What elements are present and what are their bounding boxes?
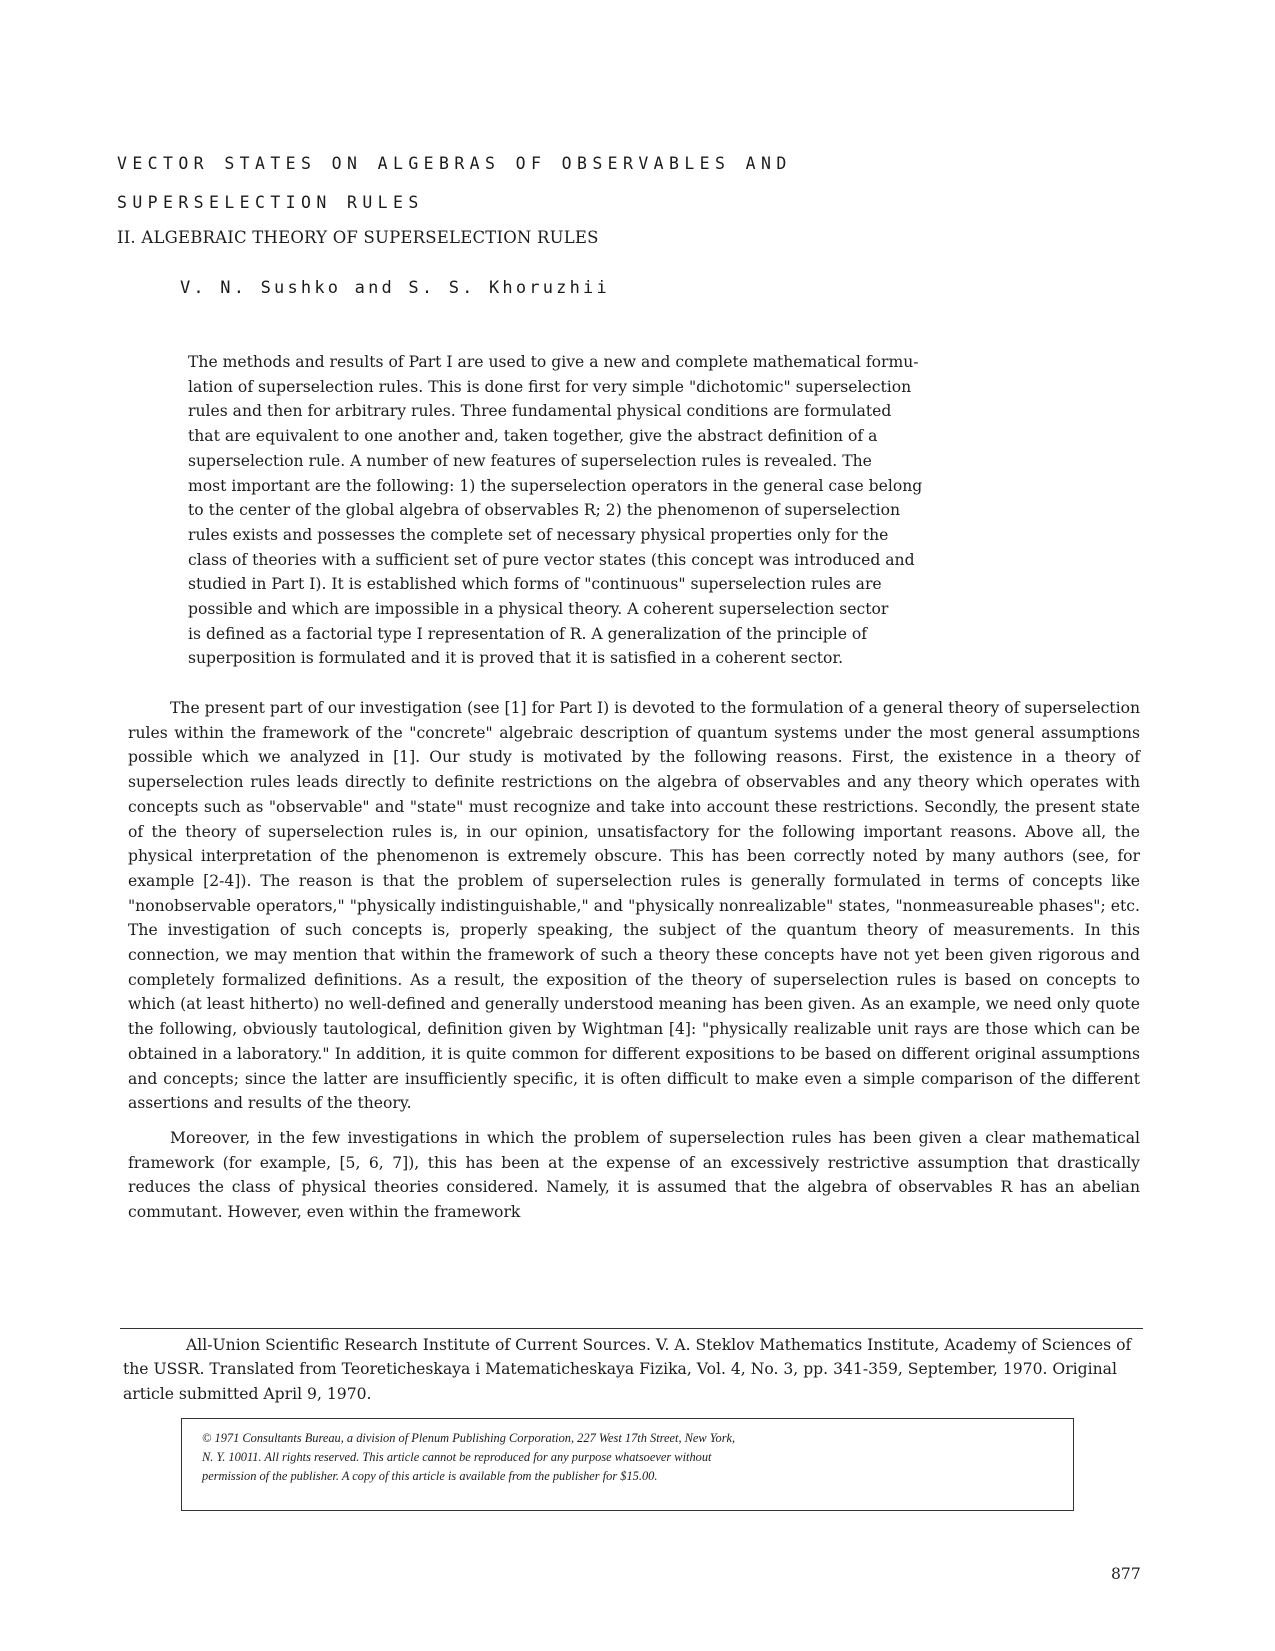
copyright-box — [181, 1418, 1074, 1511]
abstract-line: lation of superselection rules. This is done first for very simple "dichotomic" superselection — [188, 377, 912, 396]
article-authors: V. N. Sushko and S. S. Khoruzhii — [180, 278, 610, 298]
article-title-line-1: VECTOR STATES ON ALGEBRAS OF OBSERVABLES AND — [117, 154, 792, 173]
abstract-line: is defined as a factorial type I representation of R. A generalization of the principle of — [188, 624, 868, 643]
body-paragraph-2: Moreover, in the few investigations in which the problem of superselection rules has been given a clear mathematical framework (for example, [5, 6, 7]), this has been at the expense of an excessively restrictive assumption that drastically reduces the class of physical theories considered. Namely, it is assumed that the algebra of observables R has an abelian commutant. However, even within the framework — [128, 1128, 1140, 1222]
abstract-line: that are equivalent to one another and, taken together, give the abstract definition of a — [188, 427, 878, 446]
abstract-line: possible and which are impossible in a physical theory. A coherent superselection sector — [188, 600, 889, 619]
abstract-line: class of theories with a sufficient set of pure vector states (this concept was introduced and — [188, 550, 915, 569]
abstract — [188, 350, 1058, 671]
copyright-line: permission of the publisher. A copy of this article is available from the publisher for $15.00. — [202, 1469, 658, 1483]
abstract-line: most important are the following: 1) the superselection operators in the general case belong — [188, 476, 923, 495]
abstract-line: rules and then for arbitrary rules. Three fundamental physical conditions are formulated — [188, 402, 892, 421]
article-title-line-2: SUPERSELECTION RULES — [117, 193, 424, 212]
copyright-line: © 1971 Consultants Bureau, a division of Plenum Publishing Corporation, 227 West 17th Street, New York, — [202, 1431, 736, 1445]
abstract-line: studied in Part I). It is established which forms of "continuous" superselection rules are — [188, 575, 882, 594]
affiliation-text: All-Union Scientific Research Institute of Current Sources. V. A. Steklov Mathematics Institute, Academy of Sciences of the USSR. Translated from Teoreticheskaya i Matematicheskaya Fizika, Vol. 4, No. 3, pp. 341-359, September, 1970. Original article submitted April 9, 1970. — [123, 1336, 1132, 1403]
body-paragraph-1: The present part of our investigation (see [1] for Part I) is devoted to the formulation of a general theory of superselection rules within the framework of the "concrete" algebraic description of quantum systems under the most general assumptions possible which we analyzed in [1]. Our study is motivated by the following reasons. First, the existence in a theory of superselection rules leads directly to definite restrictions on the algebra of observables and any theory which operates with concepts such as "observable" and "state" must recognize and take into account these restrictions. Secondly, the present state of the theory of superselection rules is, in our opinion, unsatisfactory for the following important reasons. Above all, the physical interpretation of the phenomenon is extremely obscure. This has been correctly noted by many authors (see, for example [2-4]). The reason is that the problem of superselection rules is generally formulated in terms of concepts like "nonobservable operators," "physically indistinguishable," and "physically nonrealizable" states, "nonmeasureable phases"; etc. The investigation of such concepts is, properly speaking, the subject of the quantum theory of measurements. In this connection, we may mention that within the framework of such a theory these concepts have not yet been given rigorous and completely formalized definitions. As a result, the exposition of the theory of superselection rules is based on concepts to which (at least hitherto) no well-defined and generally understood meaning has been given. As an example, we need only quote the following, obviously tautological, definition given by Wightman [4]: "physically realizable unit rays are those which can be obtained in a laboratory." In addition, it is quite common for different expositions to be based on different original assumptions and concepts; since the latter are insufficiently specific, it is often difficult to make even a simple comparison of the different assertions and results of the theory. — [128, 699, 1140, 1113]
footnote-rule — [120, 1328, 1143, 1329]
abstract-line: The methods and results of Part I are used to give a new and complete mathematical formu- — [188, 353, 919, 371]
article-subtitle: II. ALGEBRAIC THEORY OF SUPERSELECTION RULES — [117, 228, 599, 247]
article-body — [128, 696, 1140, 1225]
copyright-line: N. Y. 10011. All rights reserved. This article cannot be reproduced for any purpose whatsoever without — [202, 1450, 712, 1464]
footnote-affiliation — [123, 1333, 1153, 1406]
abstract-line: superposition is formulated and it is proved that it is satisfied in a coherent sector. — [188, 649, 844, 668]
abstract-line: to the center of the global algebra of observables R; 2) the phenomenon of superselection — [188, 501, 901, 520]
page-number: 877 — [1111, 1565, 1141, 1583]
abstract-line: superselection rule. A number of new features of superselection rules is revealed. The — [188, 451, 872, 470]
abstract-line: rules exists and possesses the complete set of necessary physical properties only for the — [188, 525, 889, 544]
